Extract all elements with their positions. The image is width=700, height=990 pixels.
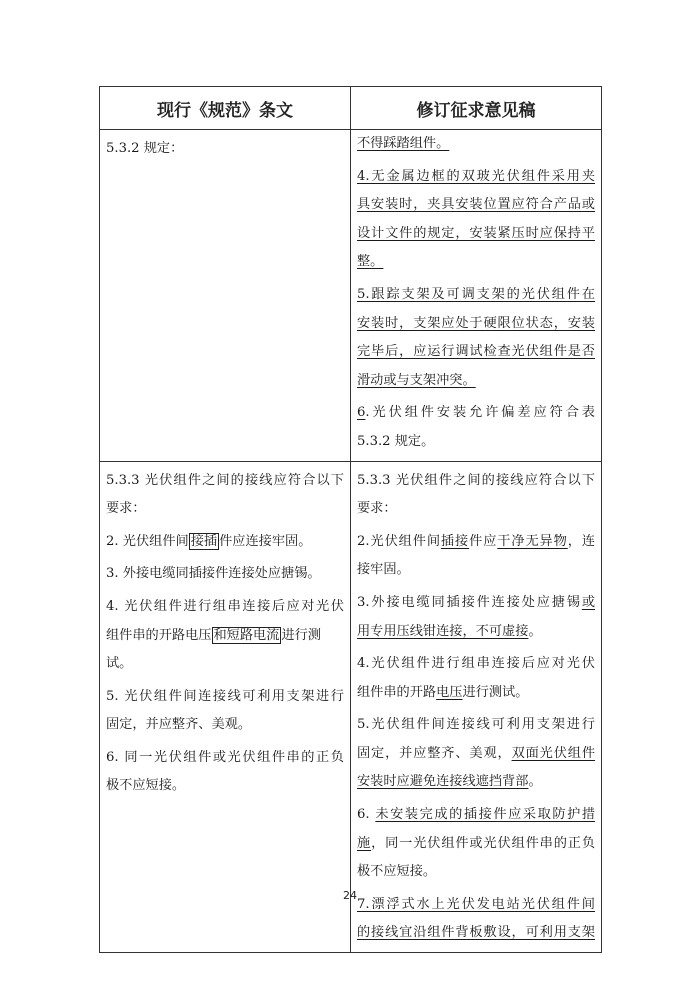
revised-text: 7.漂浮式水上光伏发电站光伏组件间 [357, 896, 595, 912]
list-item [357, 467, 595, 524]
list-item [357, 399, 595, 456]
list-item [357, 281, 595, 395]
list-item [106, 683, 344, 740]
revised-text: 整。 [357, 254, 384, 270]
revised-clause-cell [351, 130, 602, 462]
revised-text: 设计文件的规定，安装紧压时应保持平 [357, 225, 595, 241]
revised-text: 4.无金属边框的双玻光伏组件采用夹 [357, 168, 595, 184]
clause-text: 5. 光伏组件间连接线可利用支架进行 [106, 688, 344, 704]
boxed-term: 接插 [190, 533, 218, 549]
revised-clause-cell [351, 461, 602, 953]
list-item [106, 744, 344, 801]
revised-text: 5.光伏组件间连接线可利用支架进行 [357, 717, 595, 733]
revised-text: 4.光伏组件进行组串连接后应对光伏 [357, 656, 595, 672]
list-item: 4. 光伏组件进行组串连接后应对光伏 组件串的开路电压 和短路电流 进行测 试。 [106, 593, 344, 679]
clause-text: 极不应短接。 [106, 778, 186, 794]
revised-text: 具安装时，夹具安装位置应符合产品或 [357, 197, 595, 213]
clause-text: 6. 同一光伏组件或光伏组件串的正负 [106, 749, 344, 765]
revised-text: 接牢固。 [357, 562, 410, 578]
list-item: 5.光伏组件间连接线可利用支架进行 固定，并应整齐、美观，双面光伏组件 安装时应避免连接线遮挡背部。 [357, 711, 595, 797]
list-item [106, 467, 344, 524]
comparison-table [99, 86, 602, 953]
header-current-clause: 现行《规范》条文 [100, 87, 351, 130]
revised-text: 极不应短接。 [357, 864, 437, 880]
revised-text: 完毕后，应运行调试检查光伏组件是否 [357, 344, 595, 360]
list-item: 2.光伏组件间插接件应干净无异物，连 接牢固。 [357, 528, 595, 585]
table-header-row [100, 87, 602, 130]
list-item: 3.外接电缆同插接件连接处应搪锡或 用专用压线钳连接，不可虚接。 [357, 594, 595, 639]
current-clause-cell [100, 130, 351, 462]
page-number: 24 [343, 889, 357, 902]
revised-text: 5.跟踪支架及可调支架的光伏组件在 [357, 286, 595, 302]
list-item: 3. 外接电缆同插接件连接处应搪锡。 [106, 566, 321, 582]
revised-text: 的接线宜沿组件背板敷设，可利用支架 [357, 925, 595, 941]
boxed-term: 和短路电流 [213, 627, 280, 643]
revised-text: 不得踩踏组件。 [357, 136, 450, 151]
table-row [100, 130, 602, 462]
clause-text: 5.3.3 光伏组件之间的接线应符合以下 [106, 472, 344, 488]
clause-text: 固定，并应整齐、美观。 [106, 717, 252, 733]
list-item: 2. 光伏组件间 接插 件应连接牢固。 [106, 533, 312, 549]
revised-text: .光伏组件安装允许偏差应符合表 [365, 405, 595, 421]
clause-text: 要求： [106, 501, 146, 517]
header-revised-draft: 修订征求意见稿 [351, 87, 602, 130]
revised-text: 安装时，支架应处于硬限位状态，安装 [357, 315, 595, 331]
revised-text: 滑动或与支架冲突。 [357, 372, 476, 388]
table-row [100, 461, 602, 953]
revised-text: 5.3.2 规定。 [357, 433, 435, 449]
revised-text: 要求： [357, 501, 397, 517]
clause-text: 5.3.2 规定： [106, 141, 184, 156]
list-item: 6. 未安装完成的插接件应采取防护措 施，同一光伏组件或光伏组件串的正负 极不应短接。 [357, 801, 595, 887]
current-clause-cell [100, 461, 351, 953]
clause-text: 4. 光伏组件进行组串连接后应对光伏 [106, 598, 344, 614]
list-item [357, 163, 595, 277]
revised-text: 5.3.3 光伏组件之间的接线应符合以下 [357, 472, 595, 488]
item-number: 6 [357, 405, 366, 421]
list-item: 4.光伏组件进行组串连接后应对光伏 组件串的开路电压进行测试。 [357, 650, 595, 707]
clause-text: 试。 [106, 656, 133, 672]
